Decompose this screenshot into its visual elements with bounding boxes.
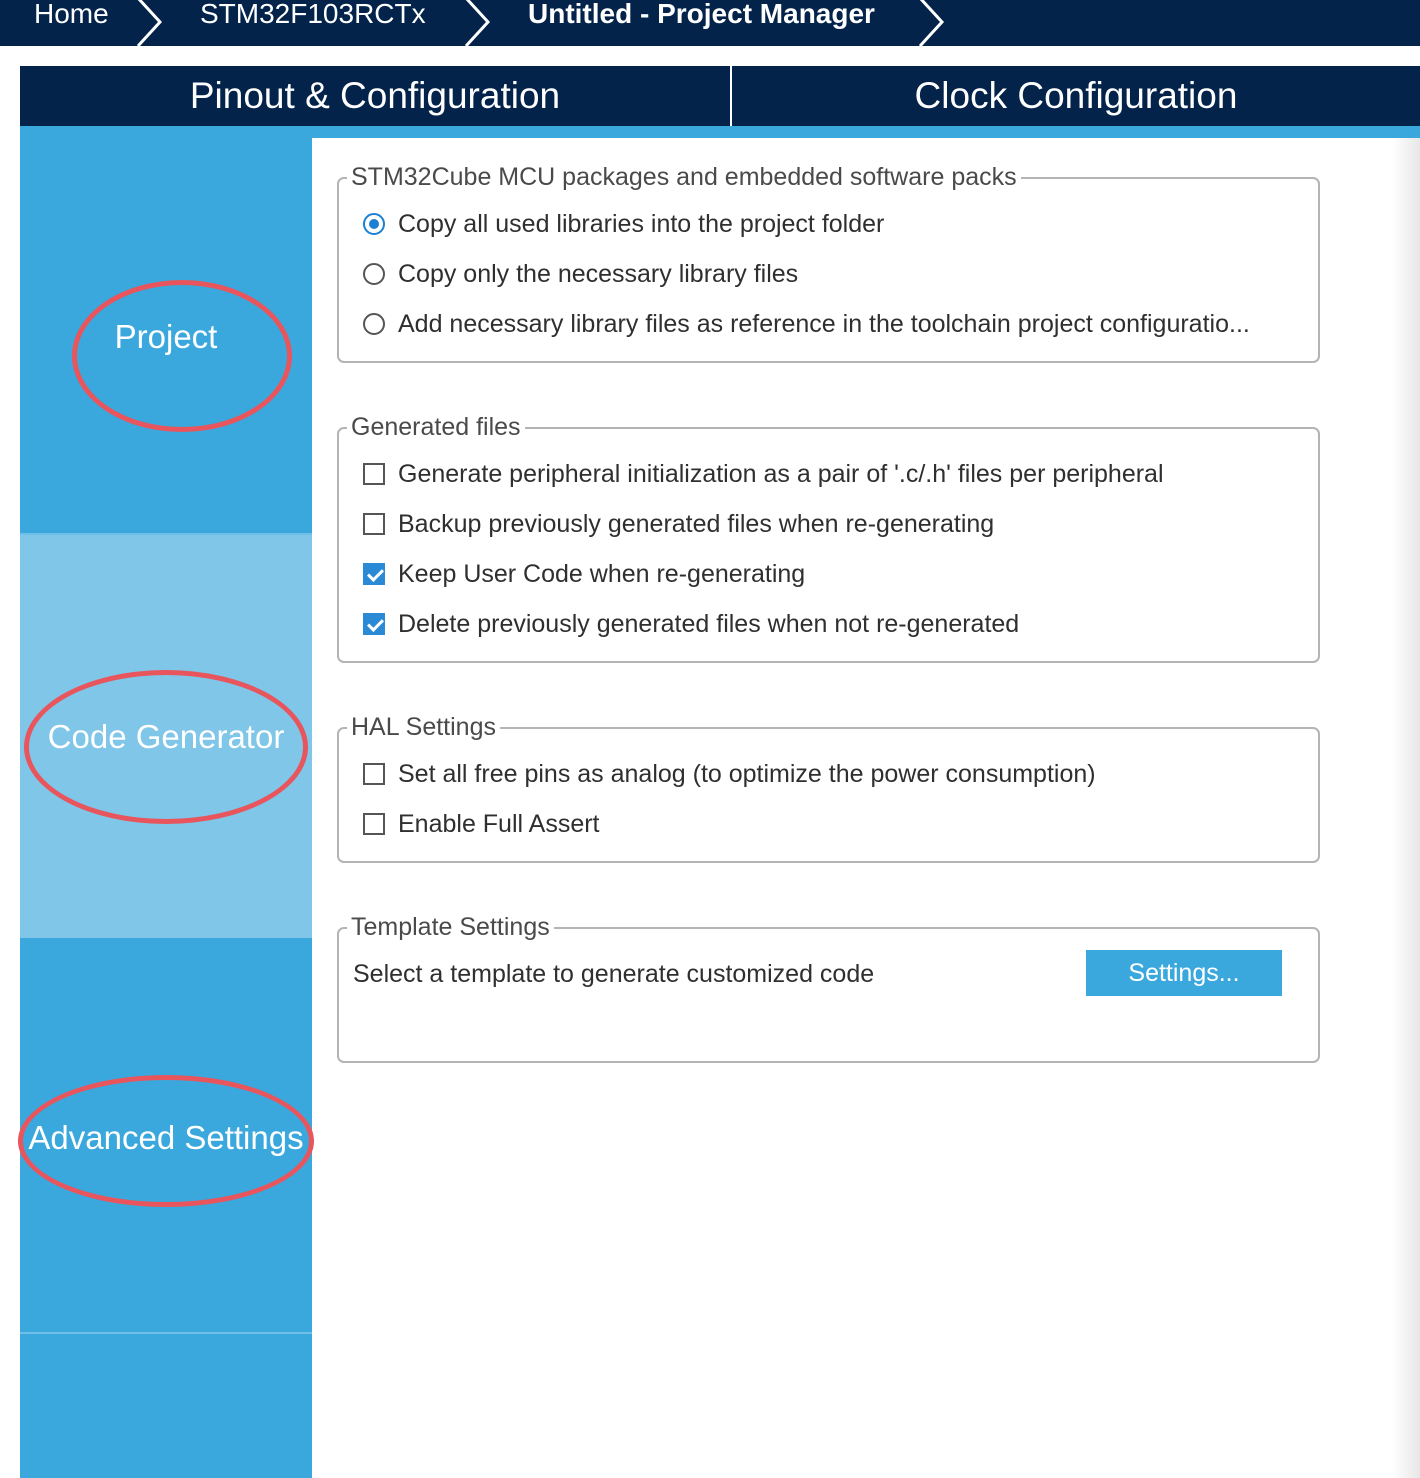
main-tabs <box>20 66 1420 126</box>
radio-label: Copy all used libraries into the project folder <box>398 210 885 238</box>
sidebar-item-code-generator[interactable] <box>20 535 312 938</box>
chevron-right-icon <box>456 0 496 48</box>
template-description: Select a template to generate customized code <box>353 960 875 988</box>
hal-settings-group <box>337 713 1320 863</box>
checkbox-unchecked-icon[interactable] <box>363 763 385 785</box>
checkbox-unchecked-icon[interactable] <box>363 813 385 835</box>
sidebar-item-label: Code Generator <box>47 718 285 755</box>
radio-label: Copy only the necessary library files <box>398 260 799 288</box>
sidebar-item-label: Advanced Settings <box>28 1119 304 1156</box>
tab-pinout-configuration[interactable]: Pinout & Configuration <box>189 75 561 116</box>
breadcrumb-item-mcu[interactable]: STM32F103RCTx <box>200 0 426 29</box>
settings-button[interactable]: Settings... <box>1086 950 1282 996</box>
packages-group <box>337 163 1320 363</box>
checkbox-unchecked-icon[interactable] <box>363 513 385 535</box>
checkbox-label: Enable Full Assert <box>398 810 600 838</box>
checkbox-label: Generate peripheral initialization as a pair of '.c/.h' files per peripheral <box>398 460 1164 488</box>
sidebar-item-project[interactable] <box>20 138 312 534</box>
breadcrumb-item-current[interactable]: Untitled - Project Manager <box>528 0 875 29</box>
radio-label: Add necessary library files as reference in the toolchain project configuratio... <box>398 310 1250 338</box>
chevron-right-icon <box>128 0 168 48</box>
checkbox-label: Backup previously generated files when re-generating <box>398 510 995 538</box>
sidebar-item-empty[interactable] <box>20 1334 312 1478</box>
breadcrumb-item-home[interactable]: Home <box>34 0 109 29</box>
generated-files-group <box>337 413 1320 663</box>
template-settings-group <box>337 913 1320 1063</box>
breadcrumb <box>0 0 1420 46</box>
sidebar-item-label: Project <box>114 318 218 355</box>
template-settings-legend: Template Settings <box>347 912 554 942</box>
sidebar-item-advanced-settings[interactable] <box>20 938 312 1332</box>
radio-unselected-icon[interactable] <box>363 263 385 285</box>
checkbox-checked-icon[interactable] <box>363 563 385 585</box>
radio-selected-icon[interactable] <box>363 213 385 235</box>
chevron-right-icon <box>910 0 950 48</box>
radio-unselected-icon[interactable] <box>363 313 385 335</box>
checkbox-unchecked-icon[interactable] <box>363 463 385 485</box>
tab-clock-configuration[interactable]: Clock Configuration <box>914 75 1238 116</box>
checkbox-label: Delete previously generated files when not re-generated <box>398 610 1020 638</box>
tab-underline <box>20 126 1420 138</box>
checkbox-label: Keep User Code when re-generating <box>398 560 806 588</box>
generated-files-legend: Generated files <box>347 412 525 442</box>
checkbox-checked-icon[interactable] <box>363 613 385 635</box>
checkbox-label: Set all free pins as analog (to optimize the power consumption) <box>398 760 1096 788</box>
packages-legend: STM32Cube MCU packages and embedded software packs <box>347 162 1021 192</box>
scroll-shadow <box>1392 138 1420 1478</box>
hal-settings-legend: HAL Settings <box>347 712 500 742</box>
